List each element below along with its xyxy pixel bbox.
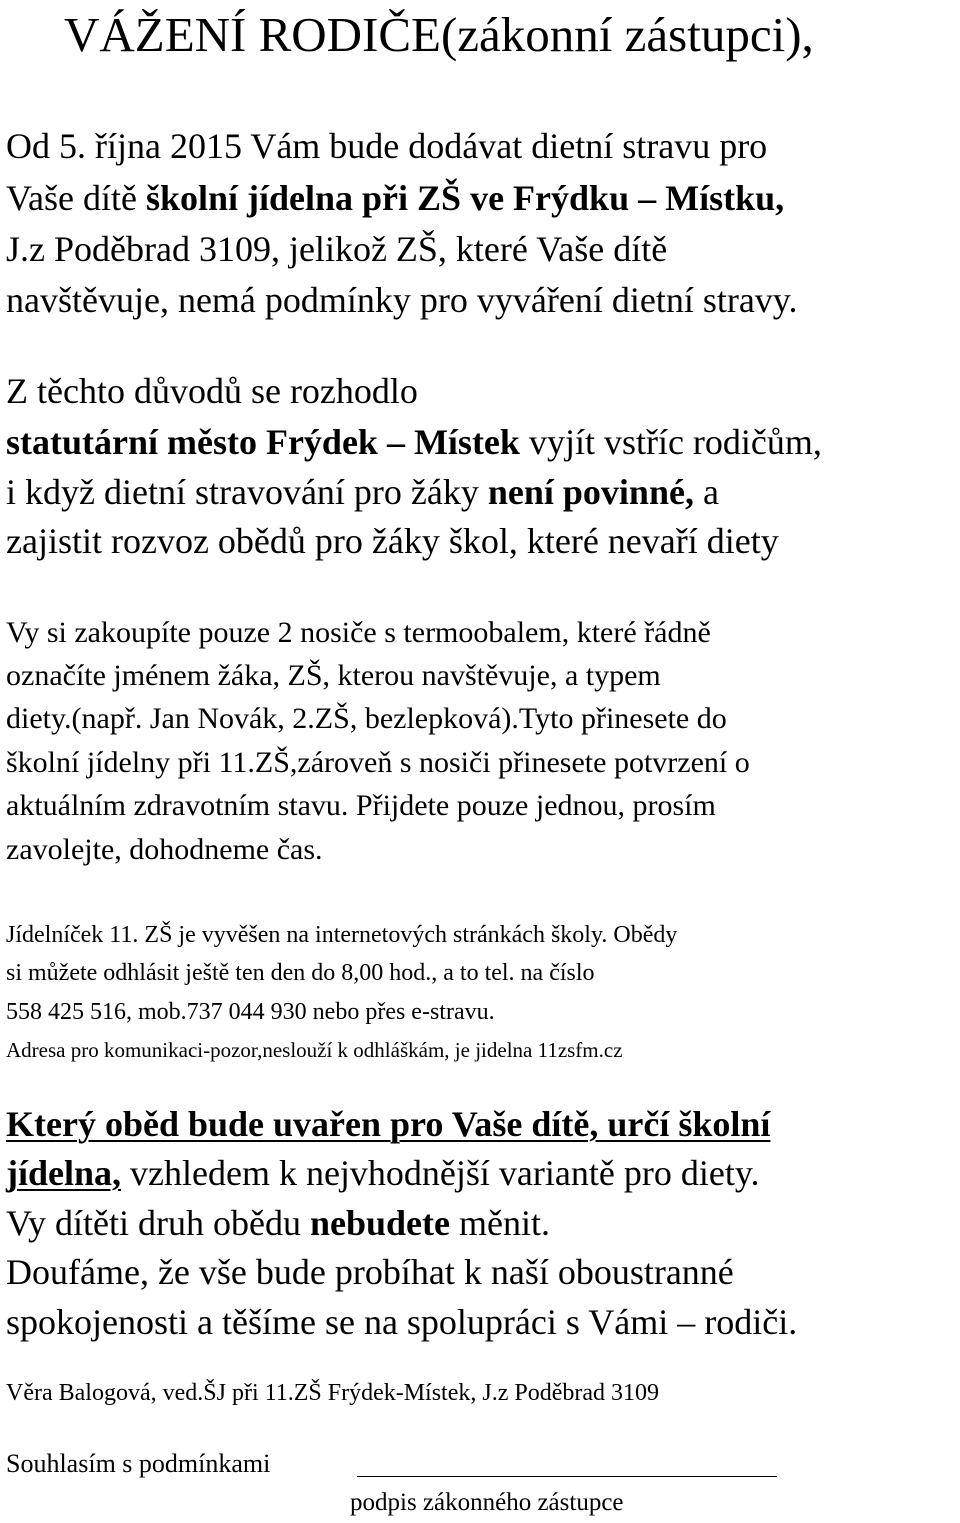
reason-line-3: i když dietní stravování pro žáky není povinné, a <box>6 472 719 512</box>
reason-line-4: zajistit rozvoz obědů pro žáky škol, které nevaří diety <box>6 521 779 561</box>
instructions-line-6: zavolejte, dohodneme čas. <box>6 833 323 866</box>
menu-line-2: si můžete odhlásit ještě ten den do 8,00 hod., a to tel. na číslo <box>6 960 595 986</box>
instructions-line-2: označíte jménem žáka, ZŠ, kterou navštěvuje, a typem <box>6 659 661 692</box>
closing-line-3: Vy dítěti druh obědu nebudete měnit. <box>6 1203 550 1243</box>
signature-caption: podpis zákonného zástupce <box>350 1489 624 1516</box>
intro-line-2: Vaše dítě školní jídelna při ZŠ ve Frýdku – Místku, <box>6 178 785 218</box>
closing-line-2: jídelna, vzhledem k nejvhodnější variantě pro diety. <box>6 1153 760 1193</box>
reason-line-2: statutární město Frýdek – Místek vyjít vstříc rodičům, <box>6 422 822 462</box>
page-title: VÁŽENÍ RODIČE(zákonní zástupci), <box>64 7 814 62</box>
signature-line: Věra Balogová, ved.ŠJ při 11.ZŠ Frýdek-Místek, J.z Poděbrad 3109 <box>6 1380 660 1406</box>
intro-line-1: Od 5. října 2015 Vám bude dodávat dietní stravu pro <box>6 126 768 166</box>
closing-line-4: Doufáme, že vše bude probíhat k naší oboustranné <box>6 1252 734 1292</box>
closing-line-5: spokojenosti a těšíme se na spolupráci s Vámi – rodiči. <box>6 1302 798 1342</box>
menu-line-3: 558 425 516, mob.737 044 930 nebo přes e-stravu. <box>6 999 495 1025</box>
closing-line-1: Který oběd bude uvařen pro Vaše dítě, určí školní <box>6 1104 771 1144</box>
menu-line-1: Jídelníček 11. ZŠ je vyvěšen na internetových stránkách školy. Obědy <box>6 922 678 948</box>
signature-field-line <box>357 1476 777 1477</box>
instructions-line-5: aktuálním zdravotním stavu. Přijdete pouze jednou, prosím <box>6 789 716 822</box>
instructions-line-1: Vy si zakoupíte pouze 2 nosiče s termoobalem, které řádně <box>6 616 711 649</box>
instructions-line-3: diety.(např. Jan Novák, 2.ZŠ, bezlepková).Tyto přinesete do <box>6 702 727 735</box>
menu-line-4: Adresa pro komunikaci-pozor,neslouží k odhláškám, je jidelna 11zsfm.cz <box>6 1038 623 1062</box>
instructions-line-4: školní jídelny při 11.ZŠ,zároveň s nosiči přinesete potvrzení o <box>6 746 750 779</box>
reason-line-1: Z těchto důvodů se rozhodlo <box>6 371 418 411</box>
intro-line-3: J.z Poděbrad 3109, jelikož ZŠ, které Vaše dítě <box>6 229 668 269</box>
intro-line-4: navštěvuje, nemá podmínky pro vyváření dietní stravy. <box>6 280 798 320</box>
consent-label: Souhlasím s podmínkami <box>6 1449 271 1478</box>
